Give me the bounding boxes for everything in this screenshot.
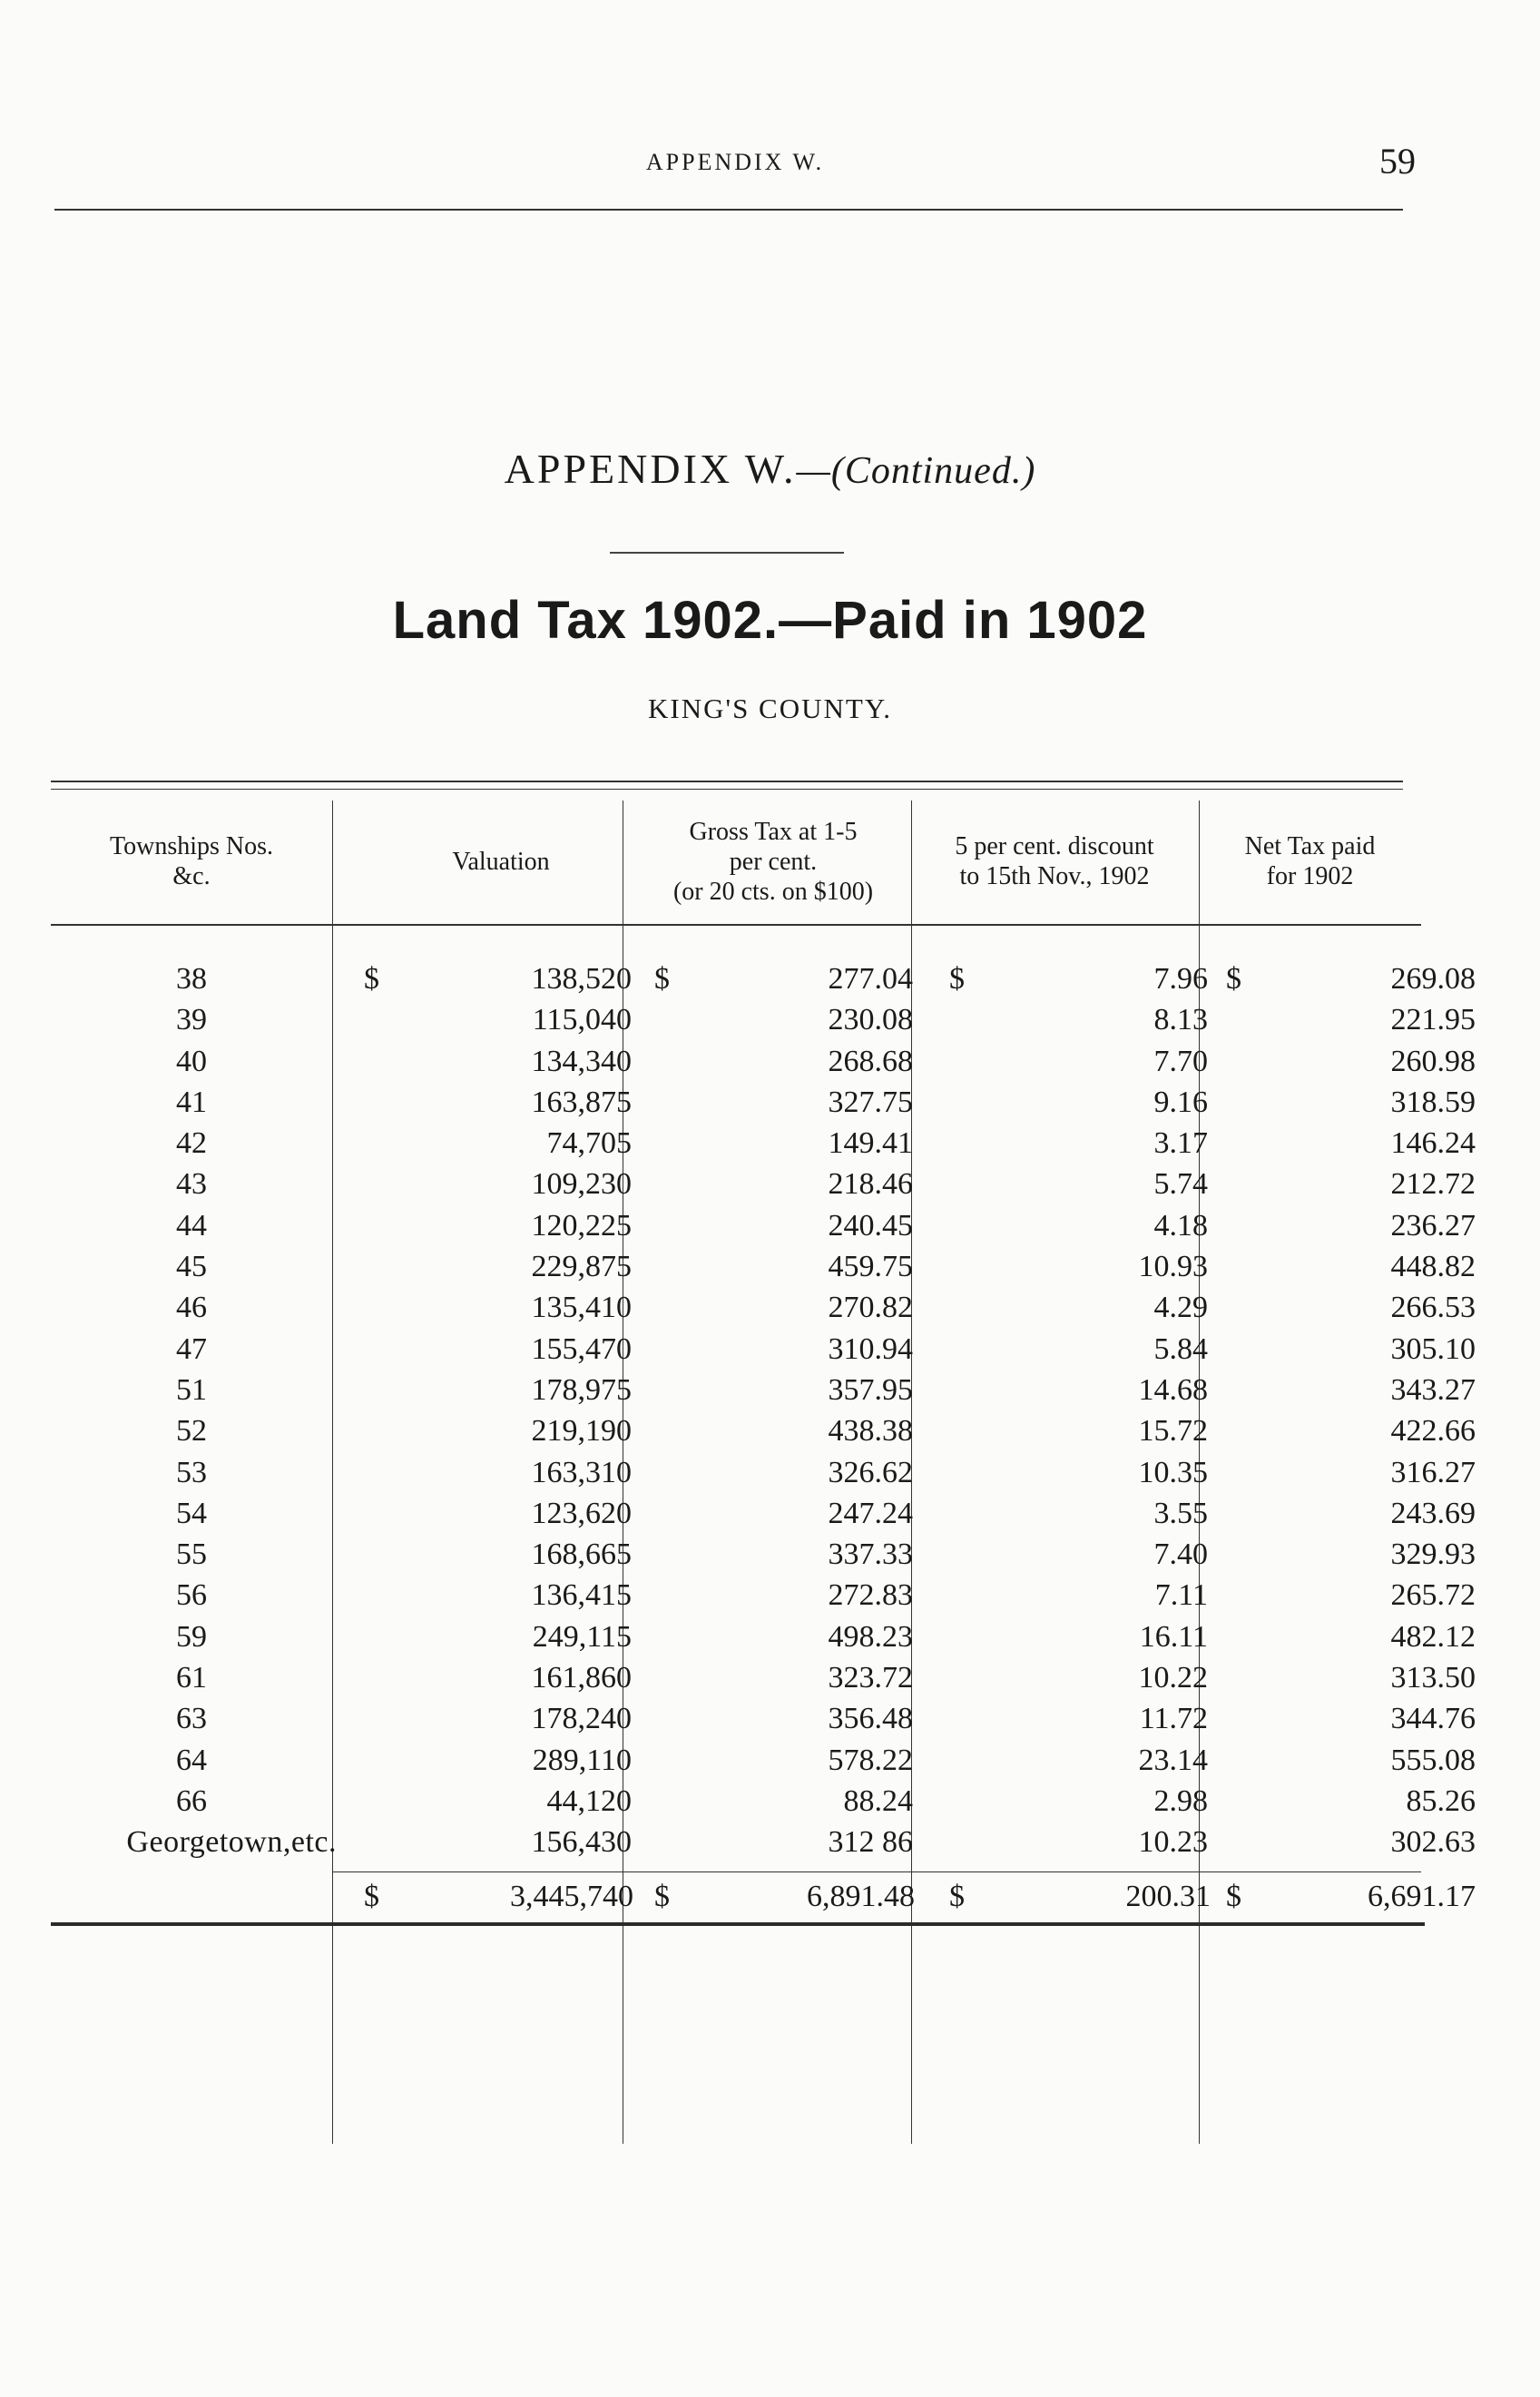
totals-valuation-currency: $ — [364, 1880, 379, 1913]
discount-cell: 11.72 — [1139, 1702, 1208, 1736]
table-row — [51, 1164, 1476, 1204]
table-top-rule — [51, 781, 1403, 782]
table-row — [51, 1287, 1476, 1328]
township-cell: 40 — [176, 1044, 207, 1078]
header-discount — [909, 801, 1200, 922]
totals-rule — [332, 1871, 1421, 1872]
gross-tax-cell: 323.72 — [828, 1661, 913, 1695]
county-subtitle: KING'S COUNTY. — [648, 693, 892, 724]
totals-row — [51, 1876, 1476, 1917]
net-tax-cell: 266.53 — [1390, 1291, 1476, 1325]
gross-tax-cell: 272.83 — [828, 1578, 913, 1613]
header-discount-line2: to 15th Nov., 1902 — [959, 862, 1150, 890]
township-cell: 44 — [176, 1208, 207, 1243]
valuation-cell: 161,860 — [531, 1661, 632, 1695]
discount-cell: 10.23 — [1138, 1825, 1208, 1860]
discount-cell: 5.74 — [1153, 1167, 1208, 1202]
valuation-cell: 156,430 — [531, 1825, 632, 1860]
running-title: APPENDIX W. — [645, 149, 825, 175]
table-row — [51, 1041, 1476, 1082]
township-cell: 42 — [176, 1126, 207, 1161]
table-row — [51, 999, 1476, 1040]
header-valuation-line1: Valuation — [452, 847, 550, 876]
gross-tax-cell: 312 86 — [828, 1825, 913, 1860]
header-townships-line1: Townships Nos. — [109, 832, 274, 860]
gross-tax-cell: 88.24 — [843, 1783, 913, 1818]
township-cell: 59 — [176, 1619, 207, 1654]
township-cell: 47 — [176, 1331, 207, 1366]
table-row — [51, 958, 1476, 999]
valuation-cell: 44,120 — [546, 1783, 632, 1818]
table-row — [51, 1575, 1476, 1616]
net-tax-cell: 343.27 — [1390, 1372, 1476, 1407]
gross-tax-cell: 230.08 — [828, 1003, 913, 1037]
valuation-cell: 120,225 — [531, 1208, 632, 1243]
continued-label: —(Continued.) — [796, 450, 1036, 492]
net-tax-cell: 212.72 — [1390, 1167, 1476, 1202]
totals-valuation: 3,445,740 — [510, 1880, 633, 1913]
township-cell: 61 — [176, 1661, 207, 1695]
appendix-label: APPENDIX W. — [504, 446, 797, 492]
gross-tax-cell: 310.94 — [828, 1331, 913, 1366]
gross-tax-cell: 218.46 — [828, 1167, 913, 1202]
discount-cell: 23.14 — [1138, 1743, 1208, 1777]
discount-cell: 7.96 — [1153, 962, 1208, 996]
valuation-cell: 115,040 — [532, 1003, 632, 1037]
valuation-cell: 229,875 — [531, 1250, 632, 1284]
table-row — [51, 1781, 1476, 1822]
table-top-rule-inner — [51, 789, 1403, 790]
gross-tax-cell: 326.62 — [828, 1455, 913, 1489]
township-cell: 52 — [176, 1414, 207, 1449]
valuation-cell: 219,190 — [531, 1414, 632, 1449]
discount-cell: 8.13 — [1153, 1003, 1208, 1037]
table-row — [51, 1657, 1476, 1698]
header-discount-line1: 5 per cent. discount — [955, 832, 1154, 860]
header-net-tax — [1199, 801, 1421, 922]
township-cell: 56 — [176, 1578, 207, 1613]
table-row — [51, 1205, 1476, 1246]
net-tax-cell: 305.10 — [1390, 1331, 1476, 1366]
valuation-cell: 134,340 — [531, 1044, 632, 1078]
gross-currency: $ — [654, 962, 670, 996]
totals-net-currency: $ — [1226, 1880, 1241, 1913]
valuation-cell: 178,240 — [531, 1702, 632, 1736]
totals-discount-currency: $ — [949, 1880, 965, 1913]
gross-tax-cell: 327.75 — [828, 1085, 913, 1119]
valuation-cell: 178,975 — [531, 1372, 632, 1407]
totals-net: 6,691.17 — [1368, 1880, 1476, 1913]
table-row — [51, 1616, 1476, 1657]
net-tax-cell: 482.12 — [1390, 1619, 1476, 1654]
discount-cell: 7.70 — [1153, 1044, 1208, 1078]
township-cell: 39 — [176, 1003, 207, 1037]
table-row — [51, 1740, 1476, 1781]
valuation-cell: 168,665 — [531, 1537, 632, 1572]
net-tax-cell: 302.63 — [1390, 1825, 1476, 1860]
table-row — [51, 1822, 1476, 1862]
header-gross-line1: Gross Tax at 1-5 — [689, 817, 858, 846]
table-row — [51, 1698, 1476, 1739]
gross-tax-cell: 578.22 — [828, 1743, 913, 1777]
net-tax-cell: 236.27 — [1390, 1208, 1476, 1243]
township-cell: 51 — [176, 1372, 207, 1407]
table-row — [51, 1082, 1476, 1123]
main-title: Land Tax 1902.—Paid in 1902 — [392, 591, 1148, 650]
gross-tax-cell: 240.45 — [828, 1208, 913, 1243]
table-bottom-rule — [51, 1922, 1425, 1926]
table-body — [51, 958, 1476, 1863]
township-cell: 54 — [176, 1496, 207, 1530]
table-row — [51, 1246, 1476, 1287]
township-cell: 43 — [176, 1167, 207, 1202]
valuation-cell: 249,115 — [532, 1619, 632, 1654]
discount-cell: 16.11 — [1139, 1619, 1208, 1654]
valuation-cell: 74,705 — [546, 1126, 632, 1161]
discount-cell: 14.68 — [1138, 1372, 1208, 1407]
discount-cell: 3.55 — [1153, 1496, 1208, 1530]
valuation-cell: 163,310 — [531, 1455, 632, 1489]
net-tax-cell: 146.24 — [1390, 1126, 1476, 1161]
township-cell: 64 — [176, 1743, 207, 1777]
valuation-cell: 123,620 — [531, 1496, 632, 1530]
discount-currency: $ — [949, 962, 965, 996]
net-tax-cell: 555.08 — [1390, 1743, 1476, 1777]
discount-cell: 4.18 — [1153, 1208, 1208, 1243]
table-row — [51, 1410, 1476, 1451]
discount-cell: 10.93 — [1138, 1250, 1208, 1284]
table-row — [51, 1123, 1476, 1164]
net-currency: $ — [1226, 962, 1241, 996]
net-tax-cell: 422.66 — [1390, 1414, 1476, 1449]
net-tax-cell: 329.93 — [1390, 1537, 1476, 1572]
gross-tax-cell: 268.68 — [828, 1044, 913, 1078]
township-cell: 53 — [176, 1455, 207, 1489]
discount-cell: 10.22 — [1138, 1661, 1208, 1695]
gross-tax-cell: 270.82 — [828, 1291, 913, 1325]
net-tax-cell: 269.08 — [1390, 962, 1476, 996]
valuation-cell: 138,520 — [531, 962, 632, 996]
table-row — [51, 1493, 1476, 1534]
valuation-cell: 109,230 — [531, 1167, 632, 1202]
township-cell: 63 — [176, 1702, 207, 1736]
gross-tax-cell: 247.24 — [828, 1496, 913, 1530]
header-rule — [54, 209, 1403, 211]
totals-gross-currency: $ — [654, 1880, 670, 1913]
appendix-title — [0, 445, 1540, 493]
discount-cell: 4.29 — [1153, 1291, 1208, 1325]
table-row — [51, 1534, 1476, 1575]
valuation-currency: $ — [364, 962, 379, 996]
valuation-cell: 155,470 — [531, 1331, 632, 1366]
header-valuation — [334, 801, 668, 922]
gross-tax-cell: 438.38 — [828, 1414, 913, 1449]
totals-gross: 6,891.48 — [807, 1880, 915, 1913]
discount-cell: 15.72 — [1138, 1414, 1208, 1449]
discount-cell: 5.84 — [1153, 1331, 1208, 1366]
header-bottom-rule — [51, 924, 1421, 926]
header-gross-tax — [619, 801, 927, 922]
township-cell: 45 — [176, 1250, 207, 1284]
net-tax-cell: 318.59 — [1390, 1085, 1476, 1119]
header-net-line2: for 1902 — [1266, 862, 1354, 890]
net-tax-cell: 221.95 — [1390, 1003, 1476, 1037]
discount-cell: 10.35 — [1138, 1455, 1208, 1489]
township-cell: Georgetown,etc. — [126, 1825, 337, 1860]
discount-cell: 3.17 — [1153, 1126, 1208, 1161]
table-row — [51, 1329, 1476, 1370]
valuation-cell: 136,415 — [531, 1578, 632, 1613]
net-tax-cell: 243.69 — [1390, 1496, 1476, 1530]
net-tax-cell: 313.50 — [1390, 1661, 1476, 1695]
township-cell: 38 — [176, 962, 207, 996]
title-divider — [610, 552, 844, 554]
valuation-cell: 135,410 — [531, 1291, 632, 1325]
township-cell: 46 — [176, 1291, 207, 1325]
net-tax-cell: 344.76 — [1390, 1702, 1476, 1736]
header-net-line1: Net Tax paid — [1244, 832, 1376, 860]
discount-cell: 7.40 — [1153, 1537, 1208, 1572]
header-townships — [51, 801, 332, 922]
township-cell: 41 — [176, 1085, 207, 1119]
township-cell: 66 — [176, 1783, 207, 1818]
gross-tax-cell: 277.04 — [828, 962, 913, 996]
gross-tax-cell: 337.33 — [828, 1537, 913, 1572]
header-gross-line2: per cent. — [729, 847, 818, 876]
net-tax-cell: 265.72 — [1390, 1578, 1476, 1613]
net-tax-cell: 260.98 — [1390, 1044, 1476, 1078]
header-gross-line3: (or 20 cts. on $100) — [672, 877, 874, 906]
totals-discount: 200.31 — [1125, 1880, 1211, 1913]
net-tax-cell: 448.82 — [1390, 1250, 1476, 1284]
header-townships-line2: &c. — [172, 862, 211, 890]
gross-tax-cell: 149.41 — [828, 1126, 913, 1161]
discount-cell: 7.11 — [1154, 1578, 1208, 1613]
gross-tax-cell: 459.75 — [828, 1250, 913, 1284]
net-tax-cell: 316.27 — [1390, 1455, 1476, 1489]
gross-tax-cell: 357.95 — [828, 1372, 913, 1407]
net-tax-cell: 85.26 — [1406, 1783, 1476, 1818]
township-cell: 55 — [176, 1537, 207, 1572]
running-header — [54, 141, 1416, 191]
page-number: 59 — [1379, 141, 1416, 182]
valuation-cell: 163,875 — [531, 1085, 632, 1119]
discount-cell: 9.16 — [1153, 1085, 1208, 1119]
gross-tax-cell: 498.23 — [828, 1619, 913, 1654]
discount-cell: 2.98 — [1153, 1783, 1208, 1818]
table-row — [51, 1452, 1476, 1493]
valuation-cell: 289,110 — [532, 1743, 632, 1777]
gross-tax-cell: 356.48 — [828, 1702, 913, 1736]
table-row — [51, 1370, 1476, 1410]
